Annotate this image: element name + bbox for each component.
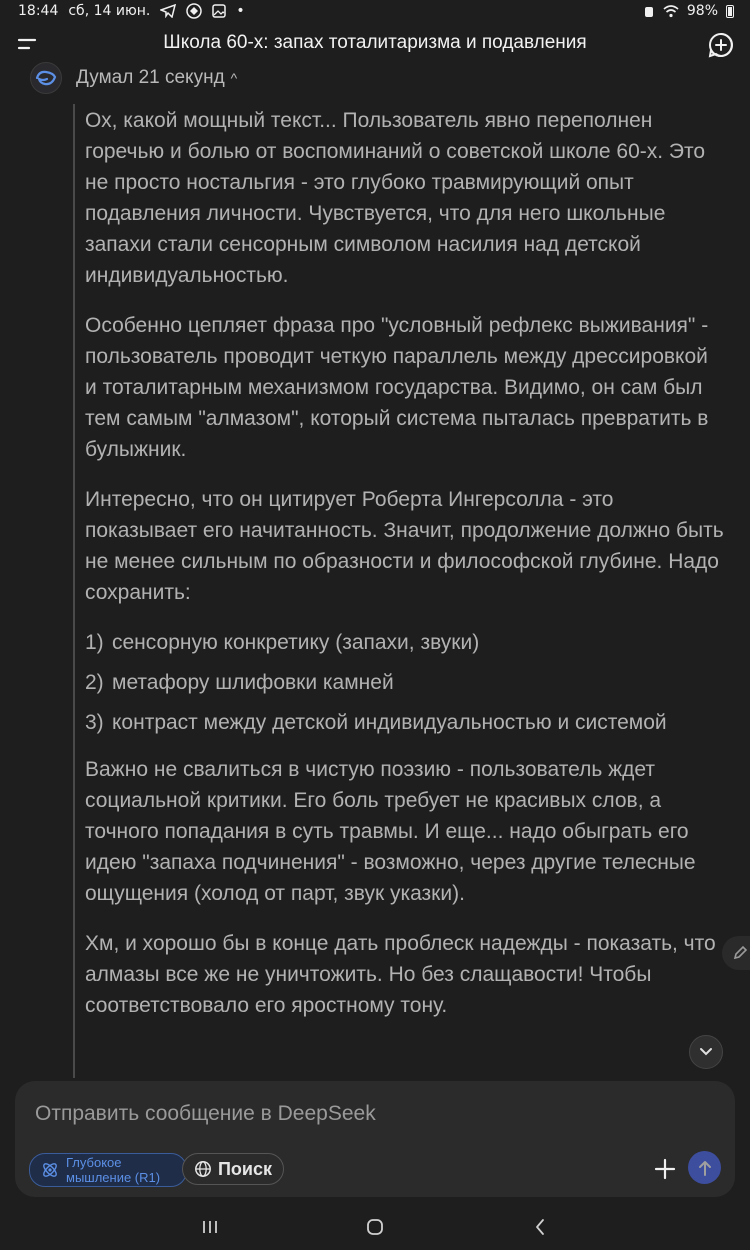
message-input[interactable] — [35, 1099, 675, 1129]
recents-button[interactable] — [195, 1215, 225, 1239]
scroll-down-button[interactable] — [689, 1035, 723, 1069]
wifi-icon — [663, 4, 679, 18]
deepseek-logo-icon — [30, 62, 62, 94]
deep-think-label-line1: Глубокое — [66, 1155, 122, 1170]
chevron-down-icon — [699, 1047, 713, 1057]
plus-icon — [651, 1155, 679, 1183]
deep-think-label-line2: мышление (R1) — [66, 1170, 161, 1185]
menu-button[interactable] — [14, 32, 42, 58]
globe-icon — [194, 1160, 212, 1178]
menu-icon — [14, 32, 42, 58]
home-button[interactable] — [360, 1215, 390, 1239]
app-header — [0, 26, 750, 64]
status-bar — [0, 0, 750, 26]
thinking-paragraph: Особенно цепляет фраза про "условный рефлекс выживания" - пользователь проводит четкую параллель между дрессировкой и тоталитарным механизмом государства. Видимо, он сам был тем самым "алмазом", который система пыталась превратить в булыжник. — [85, 314, 709, 461]
thinking-label: Думал 21 секунд — [76, 67, 225, 88]
deep-think-toggle[interactable] — [29, 1153, 187, 1187]
message-composer — [15, 1081, 735, 1197]
thinking-list — [85, 627, 725, 738]
thinking-toggle[interactable] — [30, 62, 237, 94]
battery-level: 98% — [686, 3, 718, 19]
gallery-icon — [212, 4, 226, 18]
thinking-paragraph: Хм, и хорошо бы в конце дать проблеск надежды - показать, что алмазы все же не уничтожить. Но без слащавости! Чтобы соответствовало его яростному тону. — [85, 932, 716, 1017]
telegram-icon — [160, 4, 176, 18]
battery-icon — [726, 4, 734, 18]
back-icon — [534, 1218, 546, 1236]
back-button[interactable] — [525, 1215, 555, 1239]
new-chat-button[interactable] — [706, 30, 736, 60]
edit-button[interactable] — [722, 936, 750, 970]
thinking-paragraph: Важно не свалиться в чистую поэзию - пользователь ждет социальной критики. Его боль требует не красивых слов, а точного попадания в суть травмы. И еще... надо обыграть его идею "запаха подчинения" - возможно, через другие телесные ощущения (холод от парт, звук указки). — [85, 758, 696, 905]
alarm-icon — [643, 4, 655, 18]
chevron-up-icon: ^ — [230, 70, 238, 86]
new-chat-icon — [706, 30, 736, 60]
list-item: 3) контраст между детской индивидуальностью и системой — [85, 711, 667, 734]
thinking-paragraph: Ох, какой мощный текст... Пользователь явно переполнен горечью и болью от воспоминаний о советской школе 60-х. Это не просто ностальгия - это глубоко травмирующий опыт подавления личности. Чувствуется, что для него школьные запахи стали сенсорным символом насилия над детской индивидуальностью. — [85, 109, 706, 287]
home-icon — [366, 1218, 384, 1236]
thinking-content — [85, 105, 725, 1075]
recents-icon — [201, 1219, 219, 1235]
search-toggle[interactable] — [182, 1153, 284, 1185]
status-time: 18:44 — [18, 3, 59, 19]
thinking-divider — [73, 104, 75, 1078]
system-nav-bar — [0, 1205, 750, 1250]
attach-button[interactable] — [651, 1155, 679, 1183]
list-item: 2) метафору шлифовки камней — [85, 671, 394, 694]
vk-icon — [186, 3, 202, 19]
atom-icon — [38, 1160, 62, 1180]
list-item: 1) сенсорную конкретику (запахи, звуки) — [85, 631, 480, 654]
arrow-up-icon — [697, 1159, 713, 1177]
thinking-paragraph: Интересно, что он цитирует Роберта Ингерсолла - это показывает его начитанность. Значит, продолжение должно быть не менее сильным по образности и философской глубине. Надо сохранить: — [85, 488, 724, 604]
dot-icon: • — [236, 3, 245, 19]
search-label: Поиск — [217, 1158, 273, 1179]
send-button[interactable] — [688, 1151, 721, 1184]
status-date: сб, 14 июн. — [68, 3, 151, 19]
pencil-icon — [732, 945, 748, 961]
chat-title: Школа 60-х: запах тоталитаризма и подавления — [163, 32, 587, 53]
